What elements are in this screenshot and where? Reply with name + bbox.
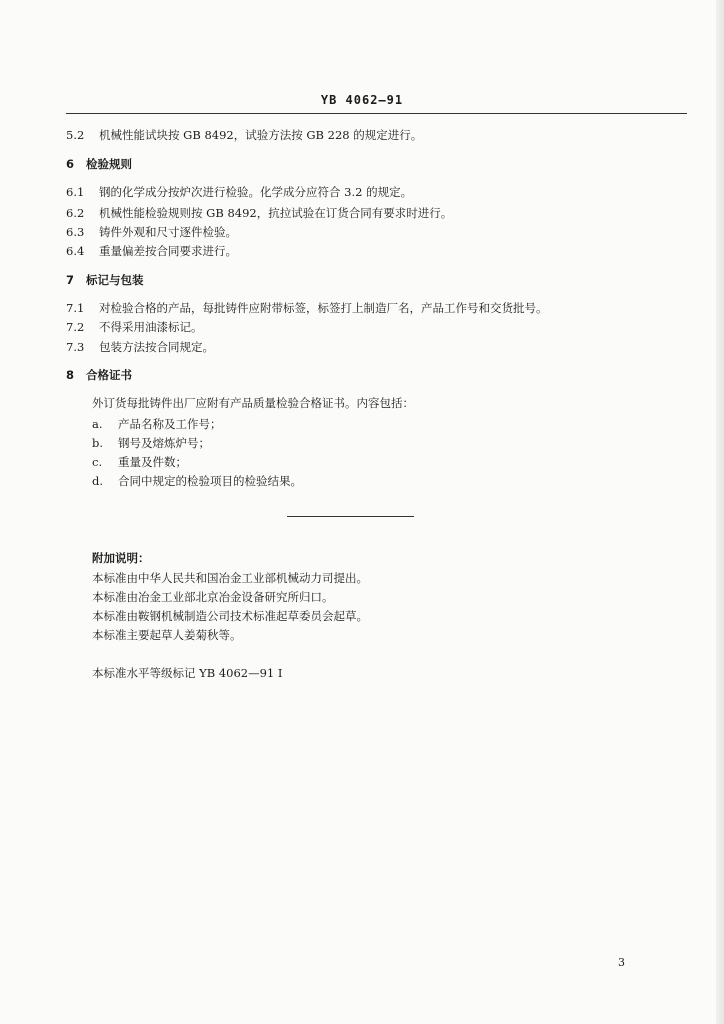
page-header-code: YB 4062—91 (320, 93, 404, 107)
appendix-line: 本标准主要起草人姜菊秋等。 (92, 628, 242, 642)
section-7-heading: 7 标记与包装 (66, 273, 144, 287)
page-number: 3 (618, 956, 625, 969)
clause-7-2: 7.2 不得采用油漆标记。 (66, 320, 203, 334)
appendix-line: 本标准由鞍钢机械制造公司技术标准起草委员会起草。 (92, 609, 368, 623)
clause-6-2: 6.2 机械性能检验规则按 GB 8492，抗拉试验在订货合同有要求时进行。 (66, 206, 453, 220)
clause-6-1: 6.1 钢的化学成分按炉次进行检验。化学成分应符合 3.2 的规定。 (66, 185, 413, 199)
clause-5-2: 5.2 机械性能试块按 GB 8492，试验方法按 GB 228 的规定进行。 (66, 128, 423, 142)
appendix-line: 本标准由中华人民共和国冶金工业部机械动力司提出。 (92, 571, 368, 585)
section-8-intro: 外订货每批铸件出厂应附有产品质量检验合格证书。内容包括： (92, 396, 414, 410)
section-divider (287, 516, 414, 517)
clause-6-4: 6.4 重量偏差按合同要求进行。 (66, 244, 237, 258)
list-item-c: c. 重量及件数； (92, 455, 187, 469)
appendix-title: 附加说明： (92, 551, 150, 565)
clause-7-3: 7.3 包装方法按合同规定。 (66, 340, 214, 354)
clause-7-1: 7.1 对检验合格的产品，每批铸件应附带标签，标签打上制造厂名，产品工作号和交货批号。 (66, 301, 548, 315)
appendix-line: 本标准由冶金工业部北京冶金设备研究所归口。 (92, 590, 334, 604)
standard-level-mark: 本标准水平等级标记 YB 4062—91 I (92, 666, 283, 680)
section-8-heading: 8 合格证书 (66, 368, 132, 382)
list-item-b: b. 钢号及熔炼炉号； (92, 436, 210, 450)
list-item-a: a. 产品名称及工作号； (92, 417, 222, 431)
section-6-heading: 6 检验规则 (66, 157, 132, 171)
clause-6-3: 6.3 铸件外观和尺寸逐件检验。 (66, 225, 237, 239)
page-edge (716, 0, 724, 1024)
header-divider (66, 113, 687, 114)
list-item-d: d. 合同中规定的检验项目的检验结果。 (92, 474, 302, 488)
